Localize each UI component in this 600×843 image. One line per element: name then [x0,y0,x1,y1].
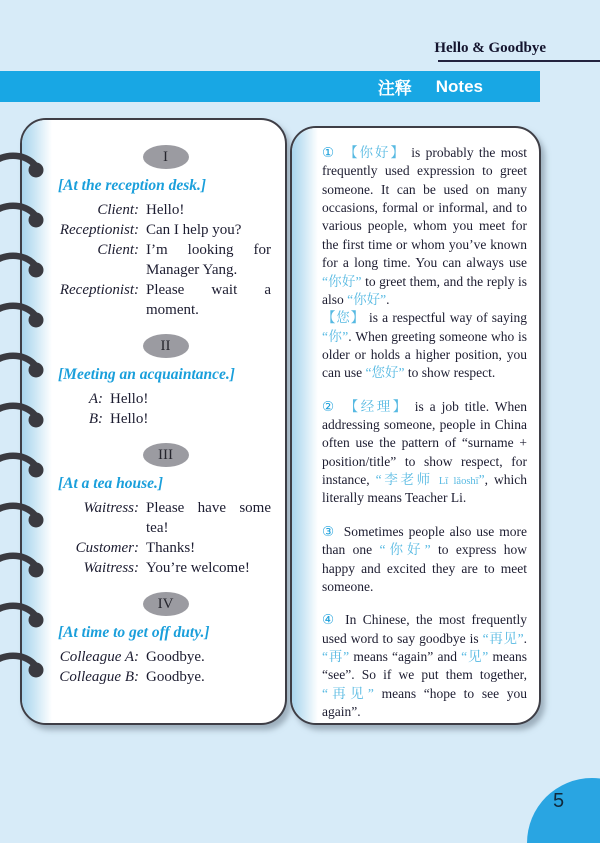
note-text-en: , which literally means Teacher Li. [322,472,528,506]
binding-hook-icon [0,652,46,684]
dialogue-speaker: Waitress: [83,560,139,576]
note-paragraph [322,398,527,508]
note-paragraph [322,309,527,382]
note-text-zh: ” [478,472,485,488]
note-item [322,398,527,508]
binding-hook-icon [0,252,46,284]
note-item [322,523,527,596]
dialogue-line [58,240,273,280]
note-text-en: to greet them, and the reply is also [322,273,528,307]
note-text-zh: “你好” [322,273,362,289]
banner-zh-label: 注释 [377,79,412,98]
note-text-zh: “再见” [482,630,524,646]
note-item [322,144,527,383]
note-text-en: is probably the most frequently used expression to greet someone. It can be used on many occasions, formal or informal, and to various people, whom you meet for the first time or whom you’ve known for a long time. You can always use [322,145,528,271]
section-numeral-badge: I [143,145,189,169]
dialogue-line [58,200,273,220]
scene-heading: [At a tea house.] [58,475,164,492]
note-number: ② [322,398,337,414]
dialogue-speaker: A: [88,391,103,407]
dialogue-text: Hello! [110,411,149,427]
dialogue-speaker: Receptionist: [59,282,139,298]
dialogue-line [58,389,273,409]
dialogue-line [58,280,273,320]
note-text-en: In Chinese, the most frequently used word to say goodbye is [322,612,528,646]
dialogue-text: Please wait a moment. [146,282,271,318]
note-text-zh: 【经理】 [344,398,409,414]
note-text-zh: “你” [322,328,349,344]
binding-hook-icon [0,552,46,584]
dialogue-text: You’re welcome! [146,560,250,576]
note-text-en: . When greeting someone who is older or holds a higher position, you can use [322,328,527,381]
note-text-zh: 【你好】 [344,145,406,160]
binding-hook-icon [0,302,46,334]
dialogue-line [58,667,273,687]
dialogues-content [22,120,285,723]
notes-banner [0,71,540,102]
dialogue-speaker: Client: [97,202,139,218]
note-text-en: is a respectful way of saying [364,310,528,326]
dialogue-line [58,220,273,240]
note-text-en: to express how happy and excited they are to meet someone. [322,542,527,594]
section-numeral-badge: II [143,334,189,358]
binding-hook-icon [0,202,46,234]
binding-hook-icon [0,452,46,484]
dialogue-text: Hello! [146,202,185,218]
binding-hook-icon [0,502,46,534]
dialogue-line [58,409,273,429]
note-text-zh: “你好” [379,542,431,558]
dialogue-speaker: Waitress: [83,500,139,516]
dialogue-speaker: Receptionist: [59,222,139,238]
dialogue-text: Hello! [110,391,149,407]
page-title: Hello & Goodbye [434,40,546,56]
dialogue-line [58,498,273,538]
page-number: 5 [553,790,565,812]
note-item [322,611,527,721]
notes-panel [290,126,541,725]
dialogue-line [58,558,273,578]
dialogue-text: Can I help you? [146,222,242,238]
note-paragraph [322,523,527,596]
binding-hook-icon [0,402,46,434]
header-rule [438,60,600,62]
note-text-en: means “see”. So if we put them together, [322,648,527,683]
note-number: ① [322,145,337,160]
dialogue-speaker: Customer: [75,540,139,556]
note-text-en: to show respect. [404,365,496,381]
dialogue-line [58,538,273,558]
binding-hook-icon [0,602,46,634]
note-text-zh: “您好” [365,365,405,381]
note-text-zh: “你好” [347,291,387,307]
scene-heading: [Meeting an acquaintance.] [58,366,235,383]
dialogue-speaker: Client: [97,242,139,258]
note-paragraph [322,144,527,309]
banner-en-label: Notes [435,76,483,96]
dialogue-speaker: Colleague B: [59,669,139,685]
dialogue-speaker: B: [88,411,103,427]
scene-heading: [At time to get off duty.] [58,624,210,641]
note-text-zh: “再” [322,648,350,664]
page-number-badge [527,778,600,843]
note-text-en: . [523,630,527,646]
note-text-zh: “再见” [322,685,374,701]
section-numeral-badge: IV [143,592,189,616]
binding-hook-icon [0,352,46,384]
note-paragraph [322,611,527,721]
dialogues-panel [20,118,287,725]
dialogue-text: I’m looking for Manager Yang. [146,242,271,278]
note-text-py: Lǐ lǎoshī [438,476,479,488]
notes-content [292,128,539,723]
note-text-en: means “hope to see you again”. [322,685,528,720]
note-text-zh: “李老师 [375,472,439,488]
note-text-en: is a job title. When addressing someone, people in China often use the pattern of “surname + position/title” to show respect, for instance, [322,398,528,488]
note-text-zh: 【您】 [322,310,365,326]
dialogue-text: Please have some tea! [146,500,271,536]
dialogue-text: Goodbye. [146,669,205,685]
note-text-en: means “again” and [349,648,462,664]
note-number: ④ [322,612,338,628]
dialogue-line [58,647,273,667]
note-number: ③ [322,523,336,539]
dialogue-text: Thanks! [146,540,196,556]
note-text-en: . [386,291,390,307]
note-text-en: Sometimes people also use more than one [322,523,527,558]
scene-heading: [At the reception desk.] [58,177,207,194]
dialogue-text: Goodbye. [146,649,205,665]
section-numeral-badge: III [143,443,189,467]
binding-hook-icon [0,152,46,184]
note-text-zh: “见” [461,648,489,664]
dialogue-speaker: Colleague A: [59,649,139,665]
